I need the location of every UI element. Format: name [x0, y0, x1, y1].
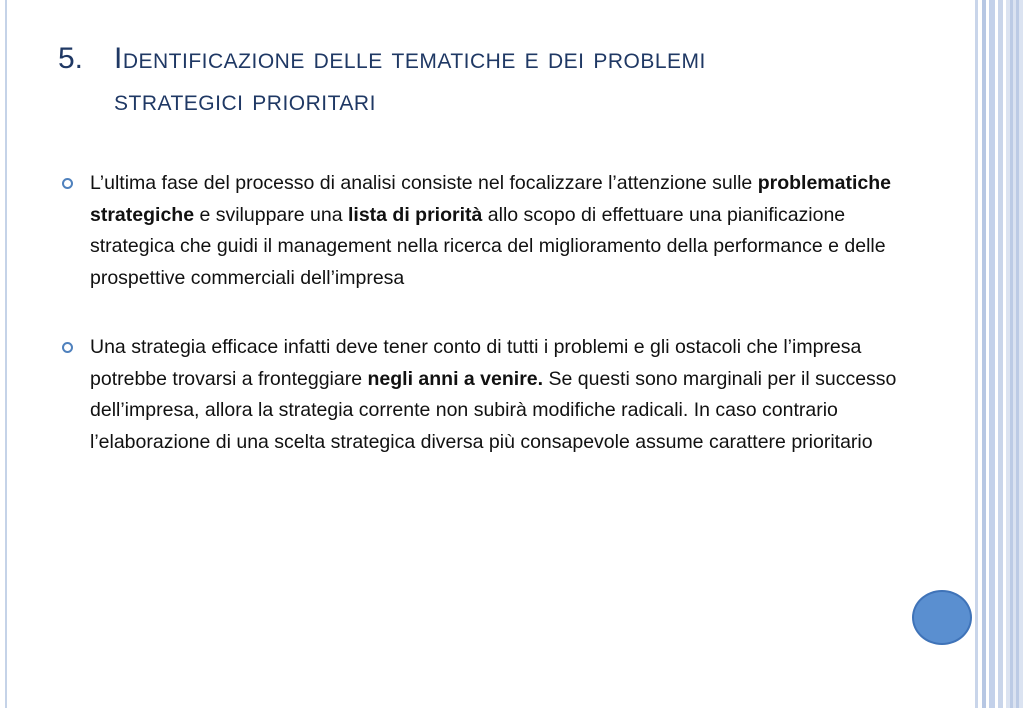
bullet-text-bold: negli anni a venire. — [367, 367, 544, 390]
slide-body — [60, 168, 920, 496]
circle-bullet-icon — [62, 342, 73, 353]
left-border-rule — [5, 0, 7, 708]
circle-bullet-icon — [62, 178, 73, 189]
title-number: 5. — [58, 42, 84, 75]
bullet-text-bold: problematiche strategiche — [90, 172, 891, 226]
bullet-text-part: L’ultima fase del processo di analisi consiste nel focalizzare l’attenzione sulle — [90, 172, 758, 194]
bullet-text-part: e sviluppare una — [194, 203, 348, 226]
bullet-text-part: Una strategia efficace infatti deve tener conto di tutti i problemi e gli ostacoli che l’impresa potrebbe trovarsi a fronteggiare — [90, 336, 862, 390]
decorative-stripe — [1010, 0, 1013, 708]
decorative-stripe — [998, 0, 1003, 708]
decorative-stripe — [1016, 0, 1019, 708]
bullet-text-part: Se questi sono marginali per il successo dell’impresa, allora la strategia corrente non subirà modifiche radicali. In caso contrario l’elaborazione di una scelta strategica diversa più consapevole assume carattere prioritario — [90, 367, 897, 453]
decorative-stripe — [989, 0, 995, 708]
decorative-circle — [912, 590, 972, 645]
bullet-text — [90, 168, 920, 294]
title-text-line-1: Identificazione delle tematiche e dei problemi — [114, 42, 706, 75]
bullet-text — [90, 332, 920, 458]
bullet-text-part: allo scopo di effettuare una pianificazione strategica che guidi il management nella ricerca del miglioramento della performance e delle prospettive commerciali dell’impresa — [90, 203, 886, 289]
bullet-text-bold: lista di priorità — [347, 203, 483, 226]
decorative-stripe — [982, 0, 986, 708]
decorative-stripe — [1006, 0, 1023, 708]
bullet-item — [60, 168, 920, 294]
bullet-item — [60, 332, 920, 458]
decorative-stripe — [975, 0, 978, 708]
slide-title — [58, 34, 958, 126]
title-text-line-2: strategici prioritari — [114, 84, 376, 117]
